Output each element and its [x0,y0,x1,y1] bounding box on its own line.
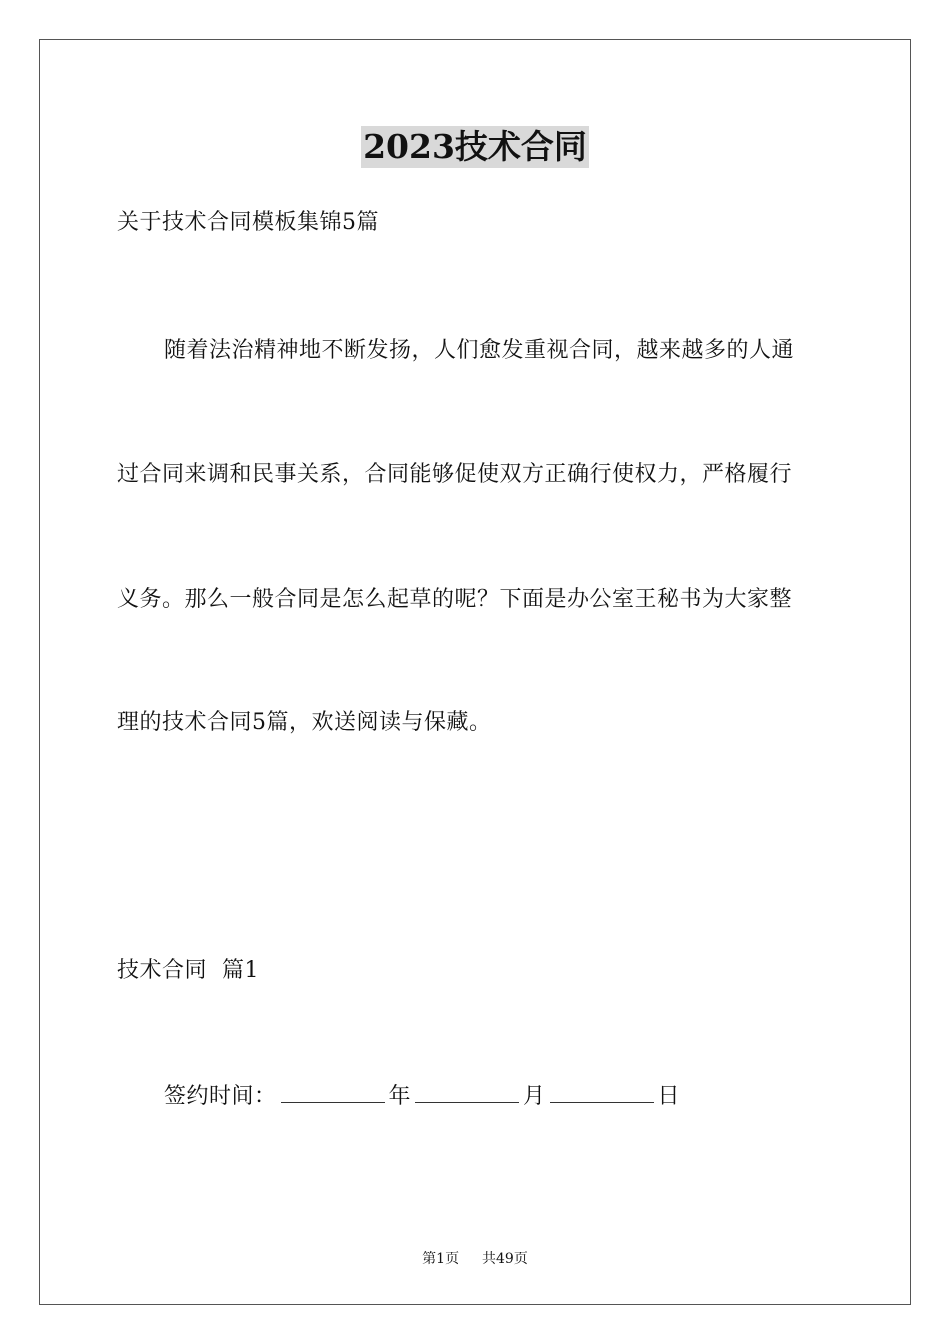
signing-date-line [164,1080,680,1112]
day-blank [550,1080,654,1103]
year-blank [281,1080,385,1103]
month-blank [415,1080,519,1103]
document-title: 2023技术合同 [363,127,587,166]
page-number: 第1页 [422,1251,460,1267]
paragraph-line: 过合同来调和民事关系，合同能够促使双方正确行使权力，严格履行 [117,462,793,487]
section-heading: 技术合同 篇1 [117,958,259,983]
paragraph-line: 随着法治精神地不断发扬，人们愈发重视合同，越来越多的人通 [164,338,795,363]
year-label: 年 [388,1084,412,1109]
page-total: 共49页 [482,1251,528,1267]
signing-date-label: 签约时间： [164,1084,277,1109]
paragraph-line: 理的技术合同5篇，欢送阅读与保藏。 [117,710,492,735]
month-label: 月 [523,1084,546,1109]
day-label: 日 [657,1084,681,1109]
document-subtitle: 关于技术合同模板集锦5篇 [117,210,379,235]
page-footer [0,1248,950,1268]
document-title-wrapper [0,126,950,168]
paragraph-line: 义务。那么一般合同是怎么起草的呢？下面是办公室王秘书为大家整 [117,587,793,612]
